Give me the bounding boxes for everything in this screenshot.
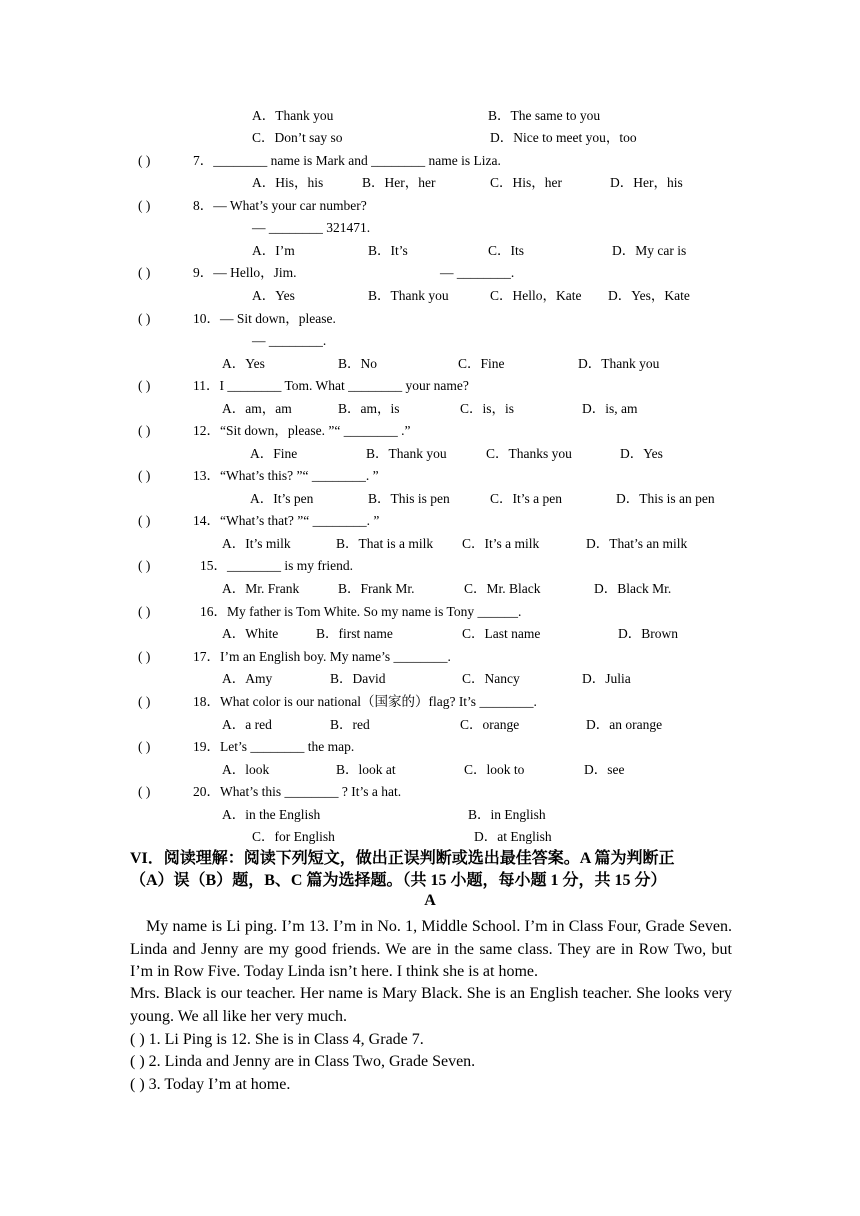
q11-option-b: B．am，is bbox=[338, 401, 400, 416]
q8-stem-reply: — ________ 321471. bbox=[252, 220, 371, 235]
q9-option-a: A．Yes bbox=[252, 288, 295, 303]
q14-option-d: D．That’s an milk bbox=[586, 536, 688, 551]
q11-option-d: D．is, am bbox=[582, 401, 638, 416]
q18-option-c: C．orange bbox=[460, 717, 520, 732]
q13-answer-paren[interactable]: ( ) bbox=[138, 468, 151, 483]
q16-answer-paren[interactable]: ( ) bbox=[138, 604, 151, 619]
q13-option-c: C．It’s a pen bbox=[490, 491, 562, 506]
q6-option-a: A．Thank you bbox=[252, 108, 334, 123]
q19-answer-paren[interactable]: ( ) bbox=[138, 739, 151, 754]
q19-option-c: C．look to bbox=[464, 762, 525, 777]
q14-answer-paren[interactable]: ( ) bbox=[138, 513, 151, 528]
q10-stem: 10．— Sit down，please. bbox=[193, 311, 336, 326]
q8-option-b: B．It’s bbox=[368, 243, 408, 258]
q15-stem: 15．________ is my friend. bbox=[200, 558, 353, 573]
passage-paragraph-2: Mrs. Black is our teacher. Her name is Mary Black. She is an English teacher. She looks very young. We all like her very much. bbox=[130, 985, 732, 1025]
q9-option-d: D．Yes，Kate bbox=[608, 288, 690, 303]
q18-stem: 18．What color is our national（国家的）flag? It’s ________. bbox=[193, 694, 537, 709]
q12-option-a: A．Fine bbox=[250, 446, 298, 461]
q16-option-c: C．Last name bbox=[462, 626, 541, 641]
q11-option-c: C．is，is bbox=[460, 401, 515, 416]
q12-stem: 12．“Sit down，please. ”“ ________ .” bbox=[193, 423, 411, 438]
section-heading-line1: VI．阅读理解：阅读下列短文，做出正误判断或选出最佳答案。A 篇为判断正 bbox=[130, 850, 675, 867]
statement-2[interactable]: ( ) 2. Linda and Jenny are in Class Two, Grade Seven. bbox=[130, 1053, 476, 1070]
q15-option-c: C．Mr. Black bbox=[464, 581, 541, 596]
q7-answer-paren[interactable]: ( ) bbox=[138, 153, 151, 168]
section-heading-line2: （A）误（B）题，B、C 篇为选择题。（共 15 小题，每小题 1 分，共 15 分） bbox=[130, 872, 667, 889]
q14-option-c: C．It’s a milk bbox=[462, 536, 540, 551]
q13-option-b: B．This is pen bbox=[368, 491, 450, 506]
q19-option-b: B．look at bbox=[336, 762, 396, 777]
q12-answer-paren[interactable]: ( ) bbox=[138, 423, 151, 438]
q9-option-c: C．Hello，Kate bbox=[490, 288, 582, 303]
q19-option-d: D．see bbox=[584, 762, 625, 777]
q8-answer-paren[interactable]: ( ) bbox=[138, 198, 151, 213]
q14-option-a: A．It’s milk bbox=[222, 536, 291, 551]
q14-option-b: B．That is a milk bbox=[336, 536, 434, 551]
q7-option-d: D．Her，his bbox=[610, 175, 683, 190]
q18-option-b: B．red bbox=[330, 717, 370, 732]
passage-paragraph-1: My name is Li ping. I’m 13. I’m in No. 1, Middle School. I’m in Class Four, Grade Seven. Linda and Jenny are my good friends. We are in the same class. They are in Row Two, but I’m in Row Five. Today Linda isn’t here. I think she is at home. bbox=[130, 918, 732, 980]
q12-option-c: C．Thanks you bbox=[486, 446, 572, 461]
q16-option-b: B．first name bbox=[316, 626, 393, 641]
q17-answer-paren[interactable]: ( ) bbox=[138, 649, 151, 664]
q15-answer-paren[interactable]: ( ) bbox=[138, 558, 151, 573]
q7-stem: 7．________ name is Mark and ________ name is Liza. bbox=[193, 153, 501, 168]
q10-option-c: C．Fine bbox=[458, 356, 505, 371]
q6-option-c: C．Don’t say so bbox=[252, 130, 343, 145]
q11-option-a: A．am，am bbox=[222, 401, 292, 416]
q20-option-d: D．at English bbox=[474, 829, 552, 844]
q10-answer-paren[interactable]: ( ) bbox=[138, 311, 151, 326]
q20-stem: 20．What’s this ________ ? It’s a hat. bbox=[193, 784, 402, 799]
q13-stem: 13．“What’s this? ”“ ________. ” bbox=[193, 468, 379, 483]
q14-stem: 14．“What’s that? ”“ ________. ” bbox=[193, 513, 380, 528]
q13-option-d: D．This is an pen bbox=[616, 491, 715, 506]
q8-option-d: D．My car is bbox=[612, 243, 687, 258]
q17-option-d: D．Julia bbox=[582, 671, 631, 686]
q7-option-a: A．His，his bbox=[252, 175, 324, 190]
q15-option-a: A．Mr. Frank bbox=[222, 581, 300, 596]
q6-option-d: D．Nice to meet you，too bbox=[490, 130, 637, 145]
q19-stem: 19．Let’s ________ the map. bbox=[193, 739, 355, 754]
passage-title: A bbox=[424, 892, 436, 909]
q7-option-c: C．His，her bbox=[490, 175, 562, 190]
q20-option-a: A．in the English bbox=[222, 807, 321, 822]
q16-option-d: D．Brown bbox=[618, 626, 678, 641]
q8-option-a: A．I’m bbox=[252, 243, 295, 258]
q18-option-d: D．an orange bbox=[586, 717, 663, 732]
q13-option-a: A．It’s pen bbox=[250, 491, 314, 506]
q17-option-b: B．David bbox=[330, 671, 386, 686]
q18-option-a: A．a red bbox=[222, 717, 272, 732]
q20-option-c: C．for English bbox=[252, 829, 335, 844]
q17-option-a: A．Amy bbox=[222, 671, 273, 686]
q8-stem: 8．— What’s your car number? bbox=[193, 198, 367, 213]
q10-option-b: B．No bbox=[338, 356, 378, 371]
q8-option-c: C．Its bbox=[488, 243, 525, 258]
q7-option-b: B．Her，her bbox=[362, 175, 436, 190]
q15-option-d: D．Black Mr. bbox=[594, 581, 672, 596]
q12-option-b: B．Thank you bbox=[366, 446, 447, 461]
q10-stem-reply: — ________. bbox=[252, 333, 327, 348]
q9-stem-reply: — ________. bbox=[440, 265, 515, 280]
q19-option-a: A．look bbox=[222, 762, 270, 777]
q10-option-a: A．Yes bbox=[222, 356, 265, 371]
q15-option-b: B．Frank Mr. bbox=[338, 581, 415, 596]
q6-option-b: B．The same to you bbox=[488, 108, 601, 123]
q17-option-c: C．Nancy bbox=[462, 671, 520, 686]
statement-1[interactable]: ( ) 1. Li Ping is 12. She is in Class 4, Grade 7. bbox=[130, 1031, 424, 1048]
q16-option-a: A．White bbox=[222, 626, 279, 641]
q9-option-b: B．Thank you bbox=[368, 288, 449, 303]
q11-stem: 11．I ________ Tom. What ________ your name? bbox=[193, 378, 469, 393]
q20-answer-paren[interactable]: ( ) bbox=[138, 784, 151, 799]
q12-option-d: D．Yes bbox=[620, 446, 663, 461]
q17-stem: 17．I’m an English boy. My name’s ________. bbox=[193, 649, 451, 664]
q20-option-b: B．in English bbox=[468, 807, 546, 822]
q10-option-d: D．Thank you bbox=[578, 356, 660, 371]
q16-stem: 16．My father is Tom White. So my name is Tony ______. bbox=[200, 604, 522, 619]
q9-answer-paren[interactable]: ( ) bbox=[138, 265, 151, 280]
q11-answer-paren[interactable]: ( ) bbox=[138, 378, 151, 393]
q9-stem: 9．— Hello，Jim. bbox=[193, 265, 297, 280]
statement-3[interactable]: ( ) 3. Today I’m at home. bbox=[130, 1076, 291, 1093]
q18-answer-paren[interactable]: ( ) bbox=[138, 694, 151, 709]
